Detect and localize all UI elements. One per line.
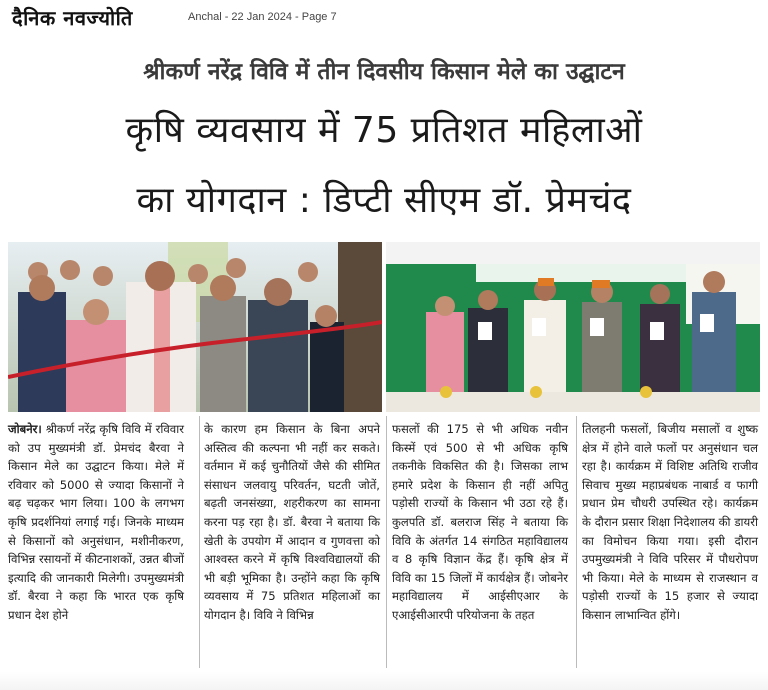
dateline: जोबनेर।	[8, 422, 42, 436]
column-divider	[386, 416, 387, 668]
article-column-3: फसलों की 175 से भी अधिक नवीन किस्में एवं 500 से भी अधिक कृषि तकनीके विकसित की है। जिसका लाभ हमारे प्रदेश के किसान ही नहीं अपितु पड़ोसी राज्यों के किसान भी उठा रहे हैं। कुलपति डॉ. बलराज सिंह ने बताया कि विवि के अंतर्गत 14 संगठित महाविद्यालय व 8 कृषि विज्ञान केंद्र हैं। कृषि क्षेत्र में विवि का 15 जिलों में कार्यक्षेत्र हैं। जोबनेर महाविद्यालय में आईसीएआर के एआईसीआरपी परियोजना के तहत	[392, 422, 568, 622]
newspaper-header	[0, 0, 768, 36]
page-bottom-edge	[0, 672, 768, 690]
column-divider	[199, 416, 200, 668]
edition-info: Anchal - 22 Jan 2024 - Page 7	[188, 11, 337, 23]
column-text: श्रीकर्ण नरेंद्र कृषि विवि में रविवार को उप मुख्यमंत्री डॉ. प्रेमचंद बैरवा ने किसान मेले का उद्घाटन किया। मेले में रविवार को 5000 से ज्यादा किसानों ने बढ़ चढ़कर भाग लिया। 100 के लगभग कृषि प्रदर्शनियां लगाई गई। जिनके माध्यम से किसानों को अनुसंधान, मशीनीकरण, विभिन्न रसायनों में कीटनाशकों, उन्नत बीजों इत्यादि की जानकारी मिलेगी। उपमुख्यमंत्री डॉ. बैरवा ने कहा कि भारत एक कृषि प्रधान देश होने	[8, 422, 184, 622]
article-column-2: के कारण हम किसान के बिना अपने अस्तित्व की कल्पना भी नहीं कर सकते। वर्तमान में कई चुनौतियों जैसे की सीमित संसाधन जलवायु परिवर्तन, घटती जोतें, बढ़ती जनसंख्या, शहरीकरण का सामना करना पड़ रहा है। डॉ. बैरवा ने बताया कि खेती के उपयोग में आदान व गुणवत्ता को आश्वस्त करने में कृषि विश्वविद्यालयों की भी बड़ी भूमिका है। उन्होंने कहा कि कृषि व्यवसाय में 75 प्रतिशत महिलाओं का योगदान है। विवि ने विभिन्न	[204, 422, 380, 622]
article-column-4: तिलहनी फसलों, बिजीय मसालों व शुष्क क्षेत्र में होने वाले फलों पर अनुसंधान चल रहा है। कार्यक्रम में विशिष्ट अतिथि राजीव सिवाच मुख्य महाप्रबंधक नाबार्ड व फागी प्रधान प्रेम चौधरी उपस्थित रहे। कार्यक्रम के दौरान प्रसार शिक्षा निदेशालय की डायरी का विमोचन किया गया। इसी दौरान उपमुख्यमंत्री ने विवि परिसर में पौधरोपण भी किया। मेले के माध्यम से राजस्थान व पड़ोसी राज्यों के 15 हजार से ज्यादा किसान लाभान्वित होंगे।	[582, 422, 758, 622]
masthead: दैनिक नवज्योति	[12, 6, 133, 30]
article-column-1	[8, 420, 184, 625]
column-divider	[576, 416, 577, 668]
stage-release-photo	[386, 242, 760, 412]
ribbon-cutting-photo	[8, 242, 382, 412]
article-kicker: श्रीकर्ण नरेंद्र विवि में तीन दिवसीय किसान मेले का उद्घाटन	[143, 59, 625, 85]
headline-line-2: का योगदान : डिप्टी सीएम डॉ. प्रेमचंद	[136, 180, 632, 221]
headline-line-1: कृषि व्यवसाय में 75 प्रतिशत महिलाओं	[125, 110, 643, 151]
